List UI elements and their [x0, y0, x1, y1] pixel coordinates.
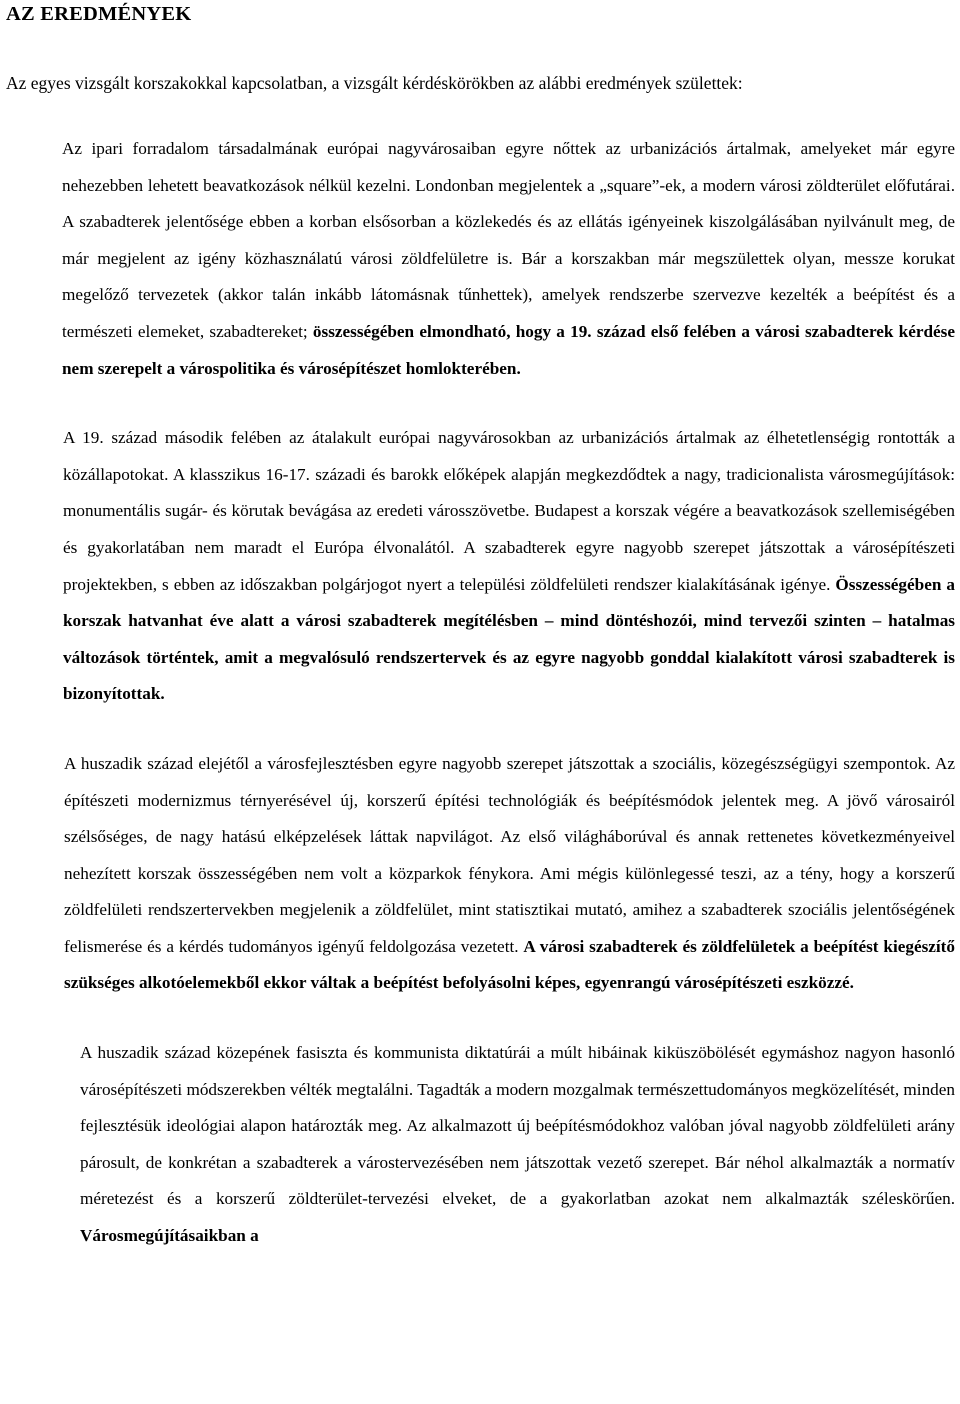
- paragraph-19th-century-second-half: [6, 420, 955, 713]
- paragraph-conclusion: Városmegújításaikban a: [80, 1226, 259, 1246]
- paragraph-industrial-revolution: [6, 131, 955, 387]
- paragraph-text: Az ipari forradalom társadalmának európai nagyvárosaiban egyre nőttek az urbanizációs ártalmak, amelyeket már egyre nehezebben lehetett beavatkozások nélkül kezelni. Londonban megjelentek a „square”-ek, a modern városi zöldterület előfutárai. A szabadterek jelentősége ebben a korban elsősorban a közlekedés és az ellátás igényeinek kiszolgálásában nyilvánult meg, de már megjelent az igény közhasználatú városi zöldfelületre is. Bár a korszakban már megszülettek olyan, messze korukat megelőző tervezetek (akkor talán inkább látomásnak tűnhettek), amelyek rendszerbe szervezve kezelték a beépítést és a természeti elemeket, szabadtereket;: [62, 139, 955, 341]
- paragraph-text: A huszadik század közepének fasiszta és kommunista diktatúrái a múlt hibáinak kiküszöbölését egymáshoz nagyon hasonló városépítészeti módszerekben vélték megtalálni. Tagadták a modern mozgalmak természettudományos megközelítését, minden fejlesztésük ideológiai alapon határozták meg. Az alkalmazott új beépítésmódokhoz valóban jóval nagyobb zöldfelületi arány párosult, de konkrétan a szabadterek a várostervezésében nem játszottak vezető szerepet. Bár néhol alkalmazták a normatív méretezést és a korszerű zöldterület-tervezési elveket, de a gyakorlatban azokat nem alkalmazták széleskörűen.: [80, 1043, 955, 1209]
- paragraph-conclusion: A városi szabadterek és zöldfelületek a beépítést kiegészítő szükséges alkotóelemekből ekkor váltak a beépítést befolyásolni képes, egyenrangú városépítészeti eszközzé.: [64, 936, 955, 993]
- paragraph-mid-20th-century: [6, 1035, 955, 1255]
- paragraph-text: A huszadik század elejétől a városfejlesztésben egyre nagyobb szerepet játszottak a szociális, közegészségügyi szempontok. Az építészeti modernizmus térnyerésével új, korszerű építési technológiák és beépítésmódok jelentek meg. A jövő városairól szélsőséges, de nagy hatású elképzelések láttak napvilágot. Az első világháborúval és annak rettenetes következményeivel nehezített korszak összességében nem volt a közparkok fénykora. Ami mégis különlegessé teszi, az a tény, hogy a korszerű zöldfelületi rendszertervekben megjelenik a zöldfelület, mint statisztikai mutató, amihez a szabadterek szociális jelentőségének felismerése és a kérdés tudományos igényű feldolgozása vezetett.: [64, 753, 955, 956]
- document-page: [6, 0, 955, 1255]
- paragraph-conclusion: összességében elmondható, hogy a 19. század első felében a városi szabadterek kérdése nem szerepelt a várospolitika és városépítészet homlokterében.: [62, 321, 955, 378]
- intro-sentence: Az egyes vizsgált korszakokkal kapcsolatban, a vizsgált kérdéskörökben az alábbi eredmények születtek:: [6, 73, 743, 93]
- paragraph-early-20th-century: [6, 746, 955, 1002]
- page-title: AZ EREDMÉNYEK: [6, 3, 192, 25]
- paragraph-text: A 19. század második felében az átalakult európai nagyvárosokban az urbanizációs ártalmak az élhetetlenségig rontották a közállapotokat. A klasszikus 16-17. századi és barokk előképek alapján megkezdődtek a nagy, tradicionalista városmegújítások: monumentális sugár- és körutak bevágása az eredeti városszövetbe. Budapest a korszak végére a beavatkozások szellemiségében és gyakorlatában nem maradt el Európa élvonalától. A szabadterek egyre nagyobb szerepet játszottak a városépítészeti projektekben, s ebben az időszakban polgárjogot nyert a települési zöldfelületi rendszer kialakításának igénye.: [63, 428, 955, 594]
- paragraph-conclusion: Összességében a korszak hatvanhat éve alatt a városi szabadterek megítélésben – mind döntéshozói, mind tervezői szinten – hatalmas változások történtek, amit a megvalósuló rendszertervek és az egyre nagyobb gonddal kialakított városi szabadterek is bizonyítottak.: [63, 574, 956, 704]
